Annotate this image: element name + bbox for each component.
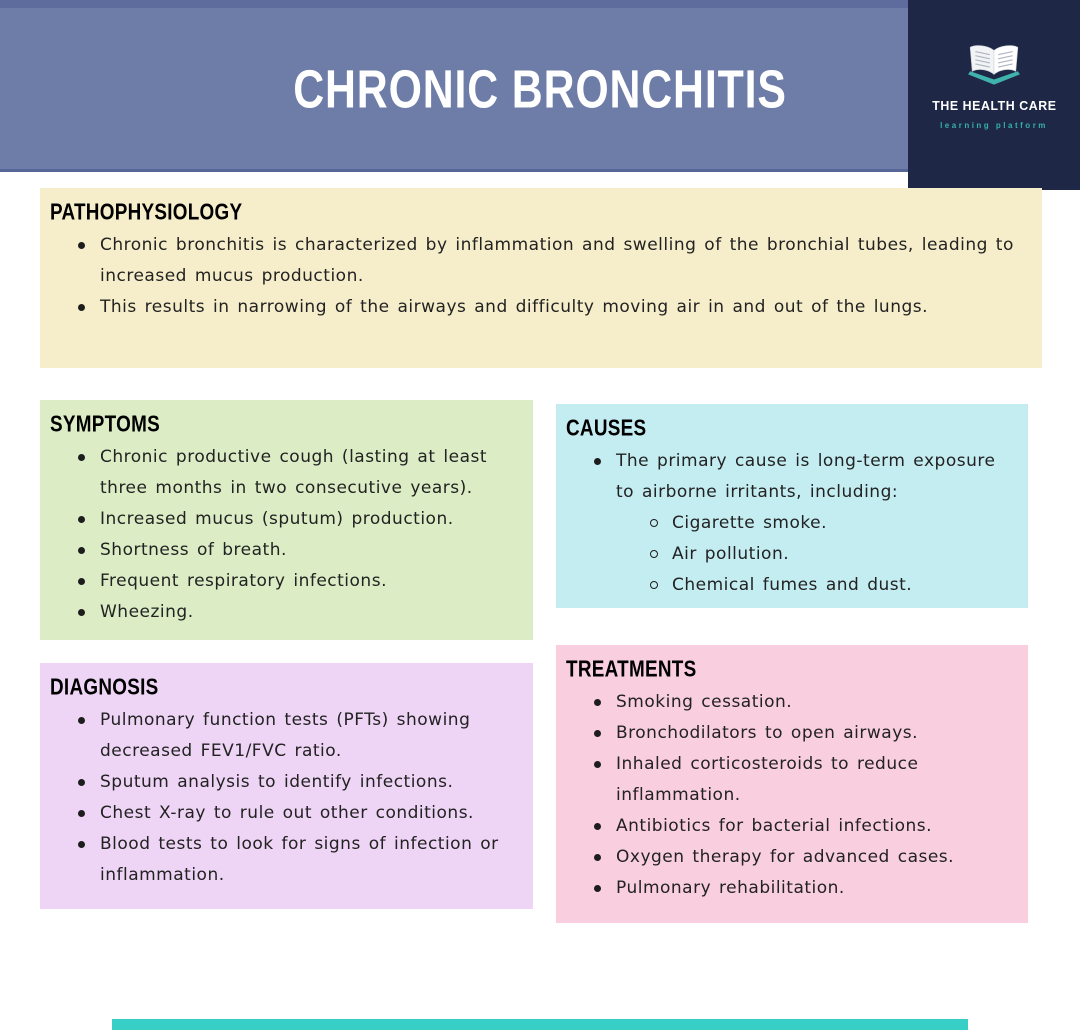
list-item: Sputum analysis to identify infections. bbox=[76, 767, 519, 798]
sub-list-item: Chemical fumes and dust. bbox=[648, 570, 1014, 601]
list-item: Shortness of breath. bbox=[76, 535, 519, 566]
section-title: CAUSES bbox=[566, 416, 647, 441]
footer-accent-bar bbox=[112, 1019, 968, 1030]
list-item: Pulmonary function tests (PFTs) showing decreased FEV1/FVC ratio. bbox=[76, 705, 519, 767]
section-treatments bbox=[556, 645, 1028, 923]
logo-box bbox=[908, 0, 1080, 190]
list-item: Pulmonary rehabilitation. bbox=[592, 873, 1014, 904]
list-item: Chest X-ray to rule out other conditions. bbox=[76, 798, 519, 829]
section-pathophysiology bbox=[40, 188, 1042, 368]
list-item: Inhaled corticosteroids to reduce inflammation. bbox=[592, 749, 1014, 811]
list-item: Oxygen therapy for advanced cases. bbox=[592, 842, 1014, 873]
list-item: Smoking cessation. bbox=[592, 687, 1014, 718]
logo-name: THE HEALTH CARE bbox=[931, 98, 1057, 113]
list-item bbox=[592, 446, 1014, 601]
section-title: PATHOPHYSIOLOGY bbox=[50, 200, 243, 225]
section-title: TREATMENTS bbox=[566, 657, 697, 682]
section-diagnosis bbox=[40, 663, 533, 909]
bullet-list bbox=[566, 446, 1014, 601]
section-symptoms bbox=[40, 400, 533, 640]
sub-list-item: Air pollution. bbox=[648, 539, 1014, 570]
bullet-list bbox=[566, 687, 1014, 904]
page-title: CHRONIC BRONCHITIS bbox=[293, 59, 787, 119]
bullet-list bbox=[50, 230, 1028, 323]
list-item: Chronic productive cough (lasting at least three months in two consecutive years). bbox=[76, 442, 519, 504]
section-causes bbox=[556, 404, 1028, 608]
list-item: Frequent respiratory infections. bbox=[76, 566, 519, 597]
list-item: Wheezing. bbox=[76, 597, 519, 628]
bullet-list bbox=[50, 442, 519, 628]
list-item: Blood tests to look for signs of infection or inflammation. bbox=[76, 829, 519, 891]
logo-tagline: learning platform bbox=[940, 121, 1048, 130]
list-item: Chronic bronchitis is characterized by inflammation and swelling of the bronchial tubes, leading to increased mucus production. bbox=[76, 230, 1028, 292]
open-book-icon bbox=[965, 42, 1023, 92]
list-item: Bronchodilators to open airways. bbox=[592, 718, 1014, 749]
section-title: SYMPTOMS bbox=[50, 412, 160, 437]
list-item: This results in narrowing of the airways and difficulty moving air in and out of the lungs. bbox=[76, 292, 1028, 323]
list-item: Antibiotics for bacterial infections. bbox=[592, 811, 1014, 842]
sub-list-item: Cigarette smoke. bbox=[648, 508, 1014, 539]
sub-bullet-list bbox=[616, 508, 1014, 601]
list-item-text: The primary cause is long-term exposure to airborne irritants, including: bbox=[616, 451, 996, 502]
bullet-list bbox=[50, 705, 519, 891]
list-item: Increased mucus (sputum) production. bbox=[76, 504, 519, 535]
section-title: DIAGNOSIS bbox=[50, 675, 159, 700]
